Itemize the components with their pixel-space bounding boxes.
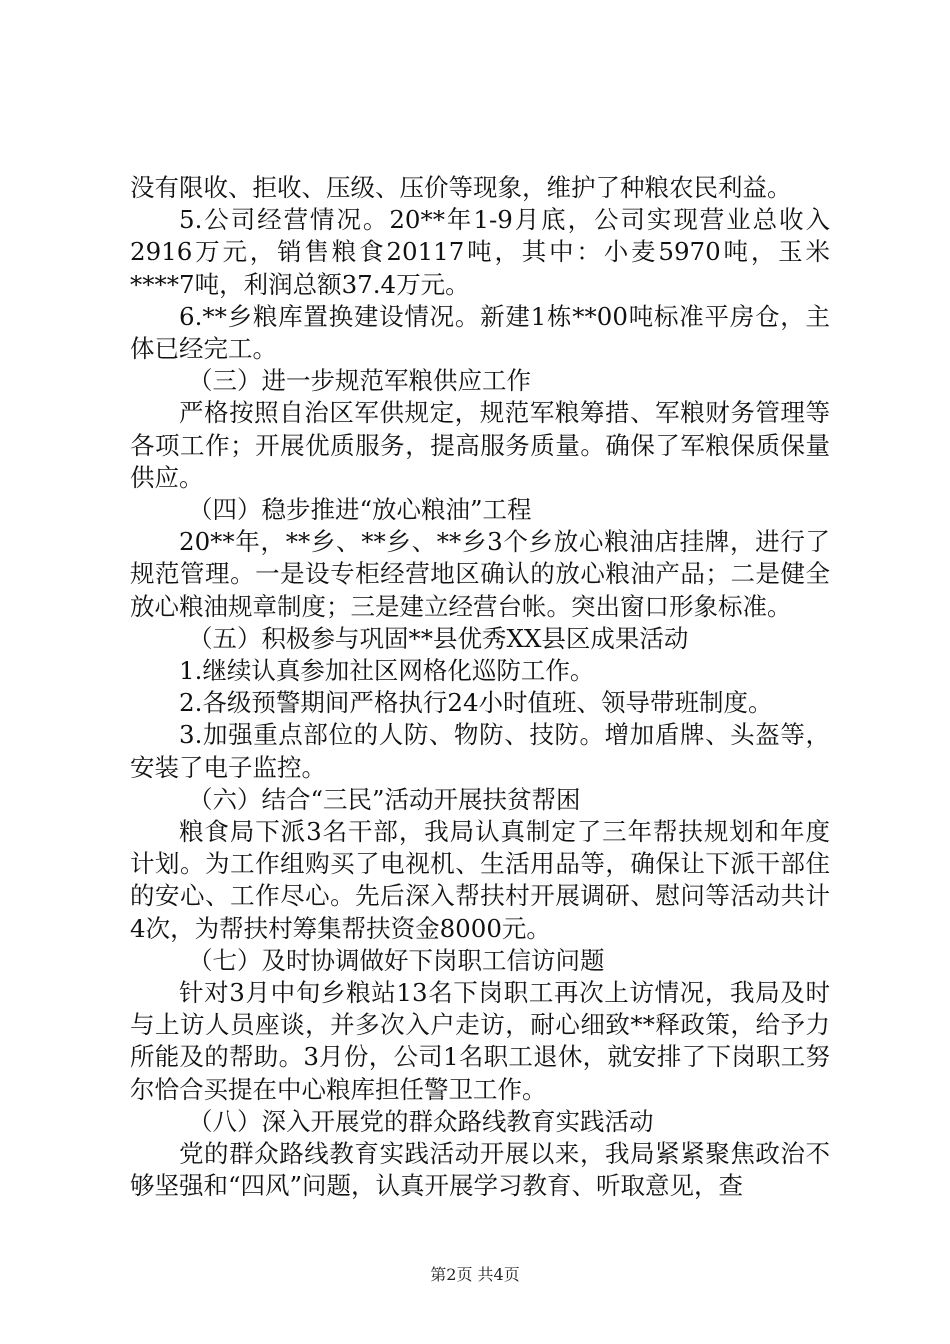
body-paragraph: 6.**乡粮库置换建设情况。新建1栋**00吨标准平房仓，主体已经完工。 (130, 301, 830, 364)
body-paragraph: 没有限收、拒收、压级、压价等现象，维护了种粮农民利益。 (130, 173, 792, 202)
body-paragraph: 粮食局下派3名干部，我局认真制定了三年帮扶规划和年度计划。为工作组购买了电视机、生活用品等，确保让下派干部住的安心、工作尽心。先后深入帮扶村开展调研、慰问等活动共计4次，为帮扶村筹集帮扶资金8000元。 (130, 817, 830, 943)
page-footer: 第2页 共4页 (430, 1265, 520, 1284)
body-paragraph: 1.继续认真参加社区网格化巡防工作。 (179, 656, 595, 686)
body-paragraph: 2.各级预警期间严格执行24小时值班、领导带班制度。 (179, 688, 773, 718)
section-heading: （四）稳步推进“放心粮油”工程 (188, 495, 532, 525)
body-paragraph: 针对3月中旬乡粮站13名下岗职工再次上访情况，我局及时与上访人员座谈，并多次入户走访，耐心细致**释政策，给予力所能及的帮助。3月份，公司1名职工退休，就安排了下岗职工努尔恰合买提在中心粮库担任警卫工作。 (130, 978, 830, 1104)
body-paragraph: 3.加强重点部位的人防、物防、技防。增加盾牌、头盔等，安装了电子监控。 (130, 720, 830, 782)
body-paragraph: 严格按照自治区军供规定，规范军粮筹措、军粮财务管理等各项工作；开展优质服务，提高服务质量。确保了军粮保质保量供应。 (130, 398, 830, 492)
document-body (130, 172, 830, 1203)
section-heading: （六）结合“三民”活动开展扶贫帮困 (188, 784, 581, 814)
section-heading: （三）进一步规范军粮供应工作 (188, 366, 531, 396)
body-paragraph: 20**年，**乡、**乡、**乡3个乡放心粮油店挂牌，进行了规范管理。一是设专柜经营地区确认的放心粮油产品；二是健全放心粮油规章制度；三是建立经营台帐。突出窗口形象标准。 (130, 527, 830, 621)
section-heading: （八）深入开展党的群众路线教育实践活动 (188, 1106, 654, 1136)
section-heading: （五）积极参与巩固**县优秀XX县区成果活动 (188, 623, 689, 653)
body-paragraph: 5.公司经营情况。20**年1-9月底，公司实现营业总收入2916万元，销售粮食20117吨，其中：小麦5970吨，玉米****7吨，利润总额37.4万元。 (130, 205, 830, 299)
body-paragraph: 党的群众路线教育实践活动开展以来，我局紧紧聚焦政治不够坚强和“四风”问题，认真开展学习教育、听取意见，查 (130, 1139, 830, 1201)
section-heading: （七）及时协调做好下岗职工信访问题 (188, 945, 605, 975)
